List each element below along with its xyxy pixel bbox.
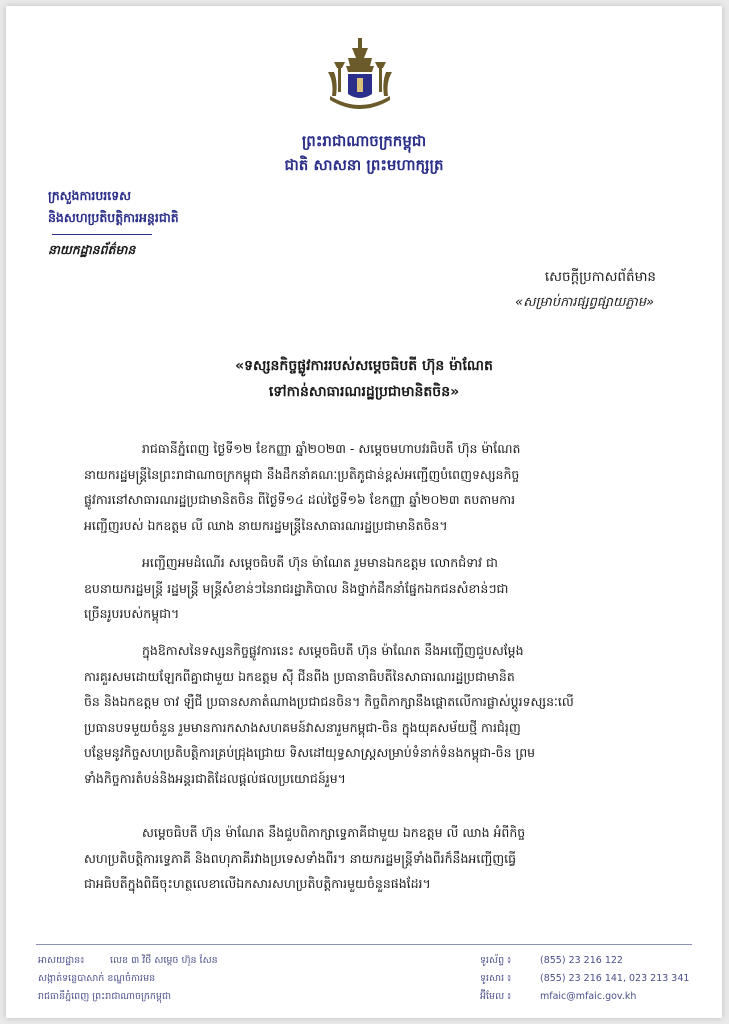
- address-label: អាសយដ្ឋាន៖: [38, 955, 85, 966]
- address-line3: រាជធានីភ្នំពេញ ព្រះរាជាណាចក្រកម្ពុជា: [38, 991, 171, 1002]
- address-line2: សង្កាត់ទន្លេបាសាក់ ខណ្ឌចំការមន: [38, 973, 156, 984]
- ministry-name-line2: និងសហប្រតិបត្តិការអន្តរជាតិ: [48, 210, 179, 225]
- paragraph-line: ជាអធិបតីក្នុងពិធីចុះហត្ថលេខាលើឯកសារសហប្រតិបត្តិការមួយចំនួនផងដែរ។: [84, 876, 431, 891]
- phone-value: (855) 23 216 122: [540, 955, 623, 966]
- footer-address: [38, 952, 218, 1006]
- fax-label: ទូរសារ ៖: [480, 973, 512, 984]
- royal-coat-of-arms-icon: [324, 36, 396, 118]
- paragraph-line: រាជធានីភ្នំពេញ ថ្ងៃទី១២ ខែកញ្ញា ឆ្នាំ២០២៣ - សម្តេចមហាបវរធិបតី ហ៊ុន ម៉ាណែត: [142, 441, 521, 456]
- press-release-subtitle: «សម្រាប់ការផ្សព្វផ្សាយភ្លាម»: [515, 295, 654, 310]
- paragraph-line: ចិន និងឯកឧត្តម ចាវ ឡឺជី ប្រធានសភាតំណាងប្រជាជនចិន។ កិច្ចពិភាក្សានឹងផ្តោតលើការផ្លាស់ប្តូរទស្សនៈលើ: [84, 694, 574, 709]
- paragraph-line: ផ្លូវការនៅសាធារណរដ្ឋប្រជាមានិតចិន ពីថ្ងៃទី១៤ ដល់ថ្ងៃទី១៦ ខែកញ្ញា ឆ្នាំ២០២៣ តបតាមការ: [84, 492, 516, 507]
- paragraph-line: សហប្រតិបត្តិការទ្វេភាគី និងពហុភាគីរវាងប្រទេសទាំងពីរ។ នាយករដ្ឋមន្ត្រីទាំងពីរក៏នឹងអញ្ជើញធ្វើ: [84, 850, 517, 866]
- paragraph-4: [84, 820, 670, 897]
- paragraph-line: នាយករដ្ឋមន្ត្រីនៃព្រះរាជាណាចក្រកម្ពុជា នឹងដឹកនាំគណៈប្រតិភូជាន់ខ្ពស់អញ្ជើញបំពេញទស្សនកិច្ច: [84, 466, 520, 482]
- footer-contacts: [480, 952, 689, 1006]
- footer-divider: [36, 944, 692, 945]
- paragraph-line: ច្រើនរូបរបស់កម្ពុជា។: [84, 606, 180, 621]
- paragraph-2: [84, 550, 670, 627]
- paragraph-line: បន្ថែមនូវកិច្ចសហប្រតិបត្តិការគ្រប់ជ្រុងជ្រោយ ទិសដៅយុទ្ធសាស្ត្រសម្រាប់ទំនាក់ទំនងកម្ពុជា-ចិន ព្រម: [84, 745, 536, 760]
- ministry-name-line1: ក្រសួងការបរទេស: [48, 188, 132, 203]
- paragraph-line: អញ្ជើញរបស់ ឯកឧត្តម លី ឈាង នាយករដ្ឋមន្ត្រីនៃសាធារណរដ្ឋប្រជាមានិតចិន។: [84, 517, 448, 533]
- fax-value: (855) 23 216 141, 023 213 341: [540, 973, 690, 984]
- paragraph-line: អញ្ជើញអមដំណើរ សម្តេចធិបតី ហ៊ុន ម៉ាណែត រួមមានឯកឧត្តម លោកជំទាវ ជា: [142, 555, 498, 570]
- press-release-page: [6, 6, 722, 1018]
- paragraph-1: [84, 436, 670, 538]
- kingdom-title: ព្រះរាជាណាចក្រកម្ពុជា: [301, 132, 427, 150]
- headline-line1: «ទស្សនកិច្ចផ្លូវការរបស់សម្តេចធិបតី ហ៊ុន ម៉ាណែត: [235, 358, 493, 374]
- ministry-underline: [52, 234, 152, 235]
- phone-label: ទូរស័ព្ទ ៖: [480, 955, 512, 966]
- paragraph-line: ការគួរសមដោយឡែកពីគ្នាជាមួយ ឯកឧត្តម ស៊ី ជីនពីង ប្រធានាធិបតីនៃសាធារណរដ្ឋប្រជាមានិត: [84, 668, 515, 684]
- paragraph-line: ប្រធានបទមួយចំនួន រួមមានការកសាងសហគមន៍វាសនារួមកម្ពុជា-ចិន ក្នុងយុគសម័យថ្មី ការជំរុញ: [84, 719, 521, 735]
- paragraph-3: [84, 638, 670, 791]
- email-link[interactable]: mfaic@mfaic.gov.kh: [540, 991, 637, 1002]
- paragraph-line: ទាំងកិច្ចការតំបន់និងអន្តរជាតិដែលផ្តល់ផលប្រយោជន៍រួម។: [84, 770, 346, 786]
- department-name: នាយកដ្ឋានព័ត៌មាន: [48, 242, 136, 257]
- email-label: អ៊ីមែល ៖: [480, 991, 512, 1002]
- paragraph-line: ឧបនាយករដ្ឋមន្ត្រី រដ្ឋមន្ត្រី មន្ត្រីសំខាន់ៗនៃរាជរដ្ឋាភិបាល និងថ្នាក់ដឹកនាំផ្នែកឯកជនសំខាន់ៗជា: [84, 580, 509, 596]
- national-motto: ជាតិ សាសនា ព្រះមហាក្សត្រ: [284, 156, 444, 174]
- press-release-title: សេចក្តីប្រកាសព័ត៌មាន: [544, 269, 656, 285]
- paragraph-line: សម្តេចធិបតី ហ៊ុន ម៉ាណែត នឹងជួបពិភាក្សាទ្វេភាគីជាមួយ ឯកឧត្តម លី ឈាង អំពីកិច្ច: [142, 825, 526, 840]
- paragraph-line: ក្នុងឱកាសនៃទស្សនកិច្ចផ្លូវការនេះ សម្តេចធិបតី ហ៊ុន ម៉ាណែត នឹងអញ្ជើញជួបសម្តែង: [142, 643, 524, 658]
- headline-line2: ទៅកាន់សាធារណរដ្ឋប្រជាមានិតចិន»: [268, 384, 460, 400]
- address-value: លេខ ៣ វិថី សម្តេច ហ៊ុន សែន: [110, 955, 218, 966]
